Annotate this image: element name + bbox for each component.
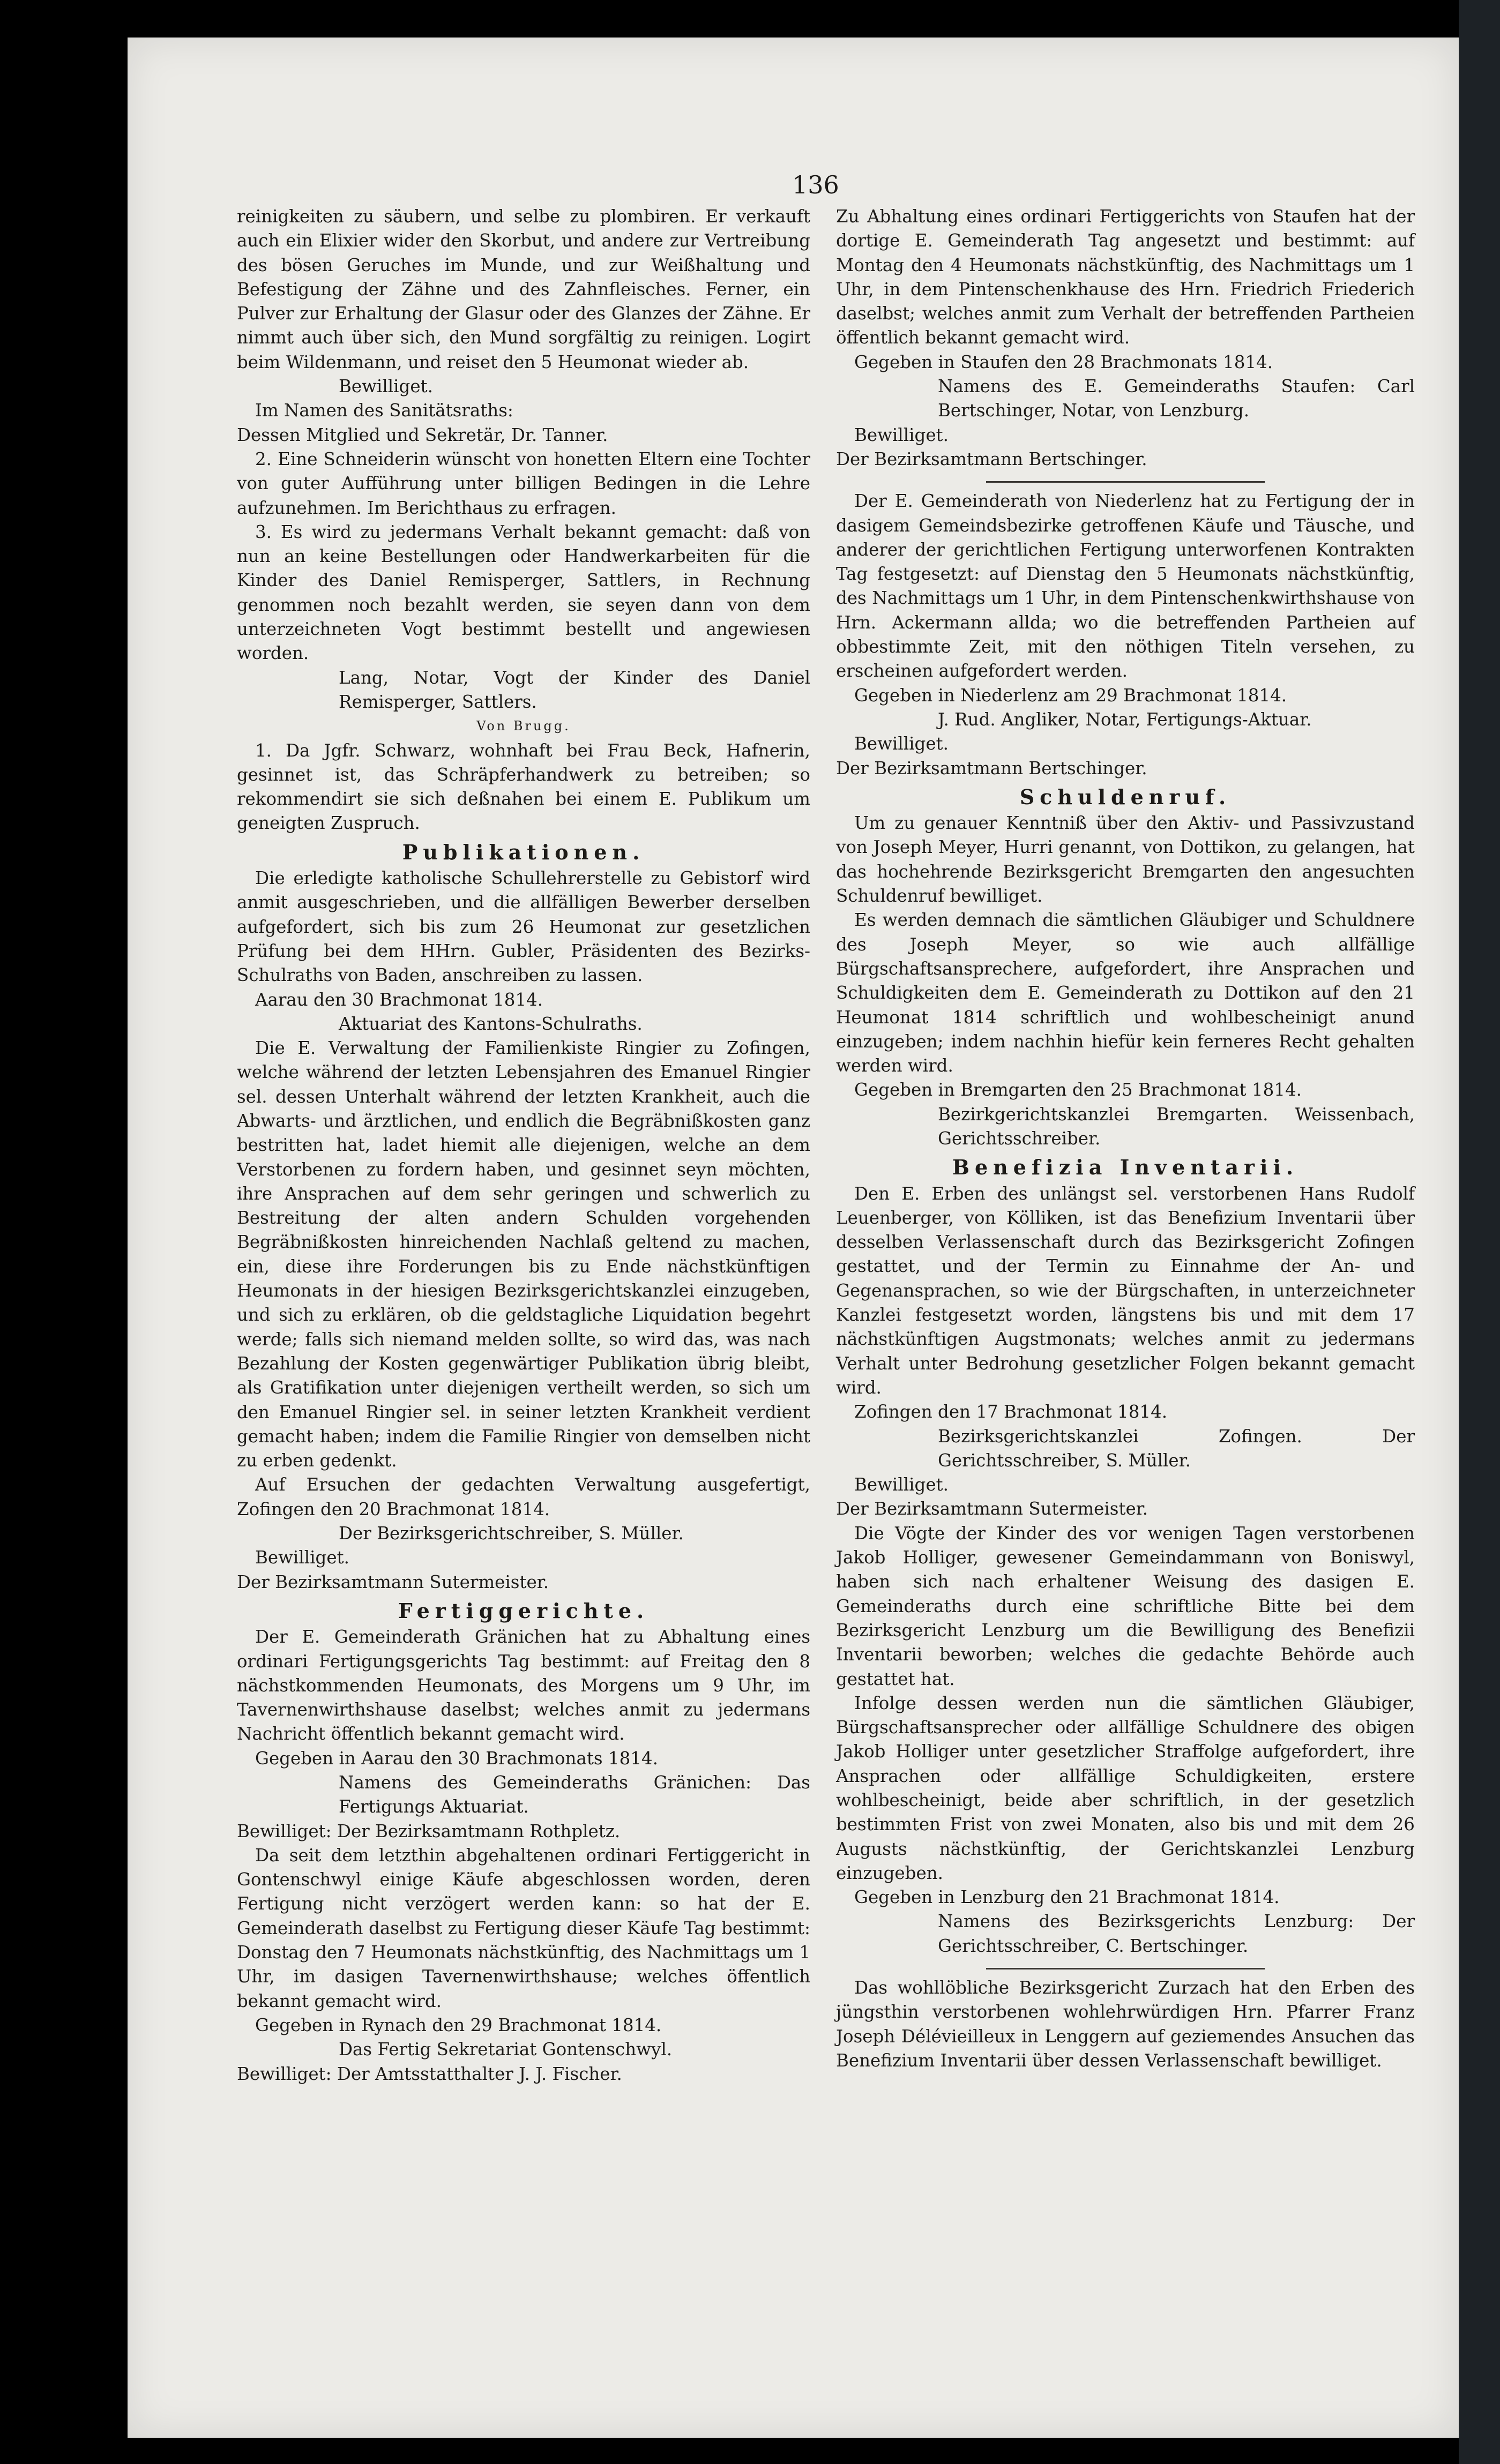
text-paragraph: Gegeben in Staufen den 28 Brachmonats 1814. [854, 351, 1273, 372]
text-paragraph: Gegeben in Aarau den 30 Brachmonats 1814. [255, 1748, 658, 1769]
divider [986, 481, 1265, 483]
scan-background-edge [1459, 0, 1500, 2464]
left-column [237, 205, 810, 2086]
text-paragraph: Auf Ersuchen der gedachten Verwaltung ausgefertigt, Zofingen den 20 Brachmonat 1814. [237, 1474, 810, 1519]
text-paragraph: Der E. Gemeinderath Gränichen hat zu Abhaltung eines ordinari Fertigungsgerichts Tag bestimmt: auf Freitag den 8 nächstkommenden Heumonats, des Morgens um 9 Uhr, im Tavernenwirthshause daselbst; welches anmit zu jedermans Nachricht öffentlich bekannt gemacht wird. [237, 1627, 810, 1744]
text-paragraph: Die E. Verwaltung der Familienkiste Ringier zu Zofingen, welche während der letzten Lebensjahren des Emanuel Ringier sel. dessen Unterhalt während der letzten Krankheit, auch die Abwarts- und ärztlichen, und endlich die Begräbnißkosten ganz bestritten hat, ladet hiemit alle diejenigen, welche an dem Verstorbenen zu fordern haben, und gesinnet seyn möchten, ihre Ansprachen auf dem sehr geringen und schwerlich zu Bestreitung der alten andern Schulden vorgehenden Begräbnißkosten hinreichenden Nachlaß geltend zu machen, ein, diese ihre Forderungen bis zu Ende nächstkünftigen Heumonats in der hiesigen Bezirksgerichtskanzlei einzugeben, und sich zu erklären, ob die geldstagliche Liquidation begehrt werde; falls sich niemand melden sollte, so wird das, was nach Bezahlung der Kosten gegenwärtiger Publikation übrig bleibt, als Gratifikation unter diejenigen vertheilt werden, so sich um den Emanuel Ringier sel. in seiner letzten Krankheit verdient gemacht haben; indem die Familie Ringier von demselben nicht zu erben gedenkt. [237, 1038, 810, 1471]
divider [986, 1968, 1265, 1969]
text-paragraph: Aktuariat des Kantons-Schulraths. [339, 1013, 643, 1034]
text-paragraph: 2. Eine Schneiderin wünscht von honetten Eltern eine Tochter von guter Aufführung unter billigen Bedingen in die Lehre aufzunehmen. Im Berichthaus zu erfragen. [237, 448, 810, 518]
text-paragraph: Der Bezirksgerichtschreiber, S. Müller. [339, 1523, 684, 1544]
text-paragraph: Gegeben in Lenzburg den 21 Brachmonat 1814. [854, 1887, 1280, 1908]
text-paragraph: Von Brugg. [476, 718, 571, 734]
right-column [836, 205, 1415, 2073]
section-heading: Benefizia Inventarii. [952, 1155, 1299, 1180]
text-paragraph: Namens des Bezirksgerichts Lenzburg: Der Gerichtsschreiber, C. Bertschinger. [938, 1911, 1415, 1956]
text-paragraph: Der Bezirksamtmann Bertschinger. [836, 758, 1147, 778]
text-paragraph: Namens des E. Gemeinderaths Staufen: Carl Bertschinger, Notar, von Lenzburg. [938, 376, 1415, 421]
section-heading: Schuldenruf. [1019, 784, 1232, 809]
text-paragraph: Der Bezirksamtmann Sutermeister. [836, 1499, 1148, 1519]
text-paragraph: Da seit dem letzthin abgehaltenen ordinari Fertiggericht in Gontenschwyl einige Käufe abgeschlossen worden, deren Fertigung nicht verzögert werden kann: so hat der E. Gemeinderath daselbst zu Fertigung dieser Käufe Tag bestimmt: Donstag den 7 Heumonats nächstkünftig, des Nachmittags um 1 Uhr, im dasigen Tavernenwirthshause; welches öffentlich bekannt gemacht wird. [237, 1845, 810, 2011]
text-paragraph: Bewilliget. [339, 376, 433, 397]
text-paragraph: 1. Da Jgfr. Schwarz, wohnhaft bei Frau Beck, Hafnerin, gesinnet ist, das Schräpferhandwerk zu betreiben; so rekommendirt sie sich deßnahen bei einem E. Publikum um geneigten Zuspruch. [237, 740, 810, 834]
text-paragraph: Das wohllöbliche Bezirksgericht Zurzach hat den Erben des jüngsthin verstorbenen wohlehrwürdigen Hrn. Pfarrer Franz Joseph Délévieilleux in Lenggern auf geziemendes Ansuchen das Benefizium Inventarii über dessen Verlassenschaft bewilliget. [836, 1978, 1415, 2071]
text-paragraph: Dessen Mitglied und Sekretär, Dr. Tanner. [237, 424, 608, 445]
text-paragraph: Bewilliget. [854, 424, 949, 445]
text-paragraph: 3. Es wird zu jedermans Verhalt bekannt gemacht: daß von nun an keine Bestellungen oder Handwerkarbeiten für die Kinder des Daniel Remisperger, Sattlers, in Rechnung genommen noch bezahlt werden, sie seyen dann von dem unterzeichneten Vogt bestimmt bestellt und angewiesen worden. [237, 521, 810, 664]
text-paragraph: Zu Abhaltung eines ordinari Fertiggerichts von Staufen hat der dortige E. Gemeinderath Tag angesetzt und bestimmt: auf Montag den 4 Heumonats nächstkünftig, des Nachmittags um 1 Uhr, in dem Pintenschenkhause des Hrn. Friedrich Friederich daselbst; welches anmit zum Verhalt der betreffenden Partheien öffentlich bekannt gemacht wird. [836, 206, 1415, 348]
text-paragraph: Zofingen den 17 Brachmonat 1814. [854, 1402, 1168, 1422]
text-paragraph: Im Namen des Sanitätsraths: [255, 400, 513, 421]
page-number: 136 [792, 170, 839, 199]
text-paragraph: Bewilliget. [854, 1474, 949, 1495]
text-paragraph: Aarau den 30 Brachmonat 1814. [255, 989, 543, 1010]
text-paragraph: Bezirksgerichtskanzlei Zofingen. Der Gerichtsschreiber, S. Müller. [938, 1426, 1415, 1471]
text-paragraph: Es werden demnach die sämtlichen Gläubiger und Schuldnere des Joseph Meyer, so wie auch allfällige Bürgschaftsansprechere, aufgefordert, ihre Ansprachen und Schuldigkeiten dem E. Gemeinderath zu Dottikon auf den 21 Heumonat 1814 schriftlich und wohlbescheinigt anund einzugeben; indem nachhin hiefür kein ferneres Recht gehalten werden wird. [836, 910, 1415, 1076]
text-paragraph: Die Vögte der Kinder des vor wenigen Tagen verstorbenen Jakob Holliger, gewesener Gemeindammann von Boniswyl, haben sich nach erhaltener Weisung des dasigen E. Gemeinderaths durch eine schriftliche Bitte bei dem Bezirksgericht Lenzburg um die Bewilligung des Benefizii Inventarii beworben; welches die gedachte Behörde auch gestattet hat. [836, 1523, 1415, 1689]
text-paragraph: Bewilliget: Der Amtsstatthalter J. J. Fischer. [237, 2063, 622, 2084]
text-paragraph: reinigkeiten zu säubern, und selbe zu plombiren. Er verkauft auch ein Elixier wider den Skorbut, und andere zur Vertreibung des bösen Geruches im Munde, und zur Weißhaltung und Befestigung der Zähne und des Zahnfleisches. Ferner, ein Pulver zur Erhaltung der Glasur oder des Glanzes der Zähne. Er nimmt auch über sich, den Mund sorgfältig zu reinigen. Logirt beim Wildenmann, und reiset den 5 Heumonat wieder ab. [237, 206, 810, 372]
text-paragraph: Der E. Gemeinderath von Niederlenz hat zu Fertigung der in dasigem Gemeindsbezirke getroffenen Käufe und Täusche, und anderer der gerichtlichen Fertigung unterworfenen Kontrakten Tag festgesetzt: auf Dienstag den 5 Heumonats nächstkünftig, des Nachmittags um 1 Uhr, in dem Pintenschenkwirthshause von Hrn. Ackermann allda; wo die betreffenden Partheien auf obbestimmte Zeit, mit den nöthigen Titeln versehen, zu erscheinen aufgefordert werden. [836, 491, 1415, 681]
text-paragraph: Infolge dessen werden nun die sämtlichen Gläubiger, Bürgschaftsansprecher oder allfällige Schuldnere des obigen Jakob Holliger unter gesetzlicher Straffolge aufgefordert, ihre Ansprachen oder allfällige Schuldigkeiten, erstere wohlbescheinigt, beide aber schriftlich, in der gesetzlich bestimmten Frist von zwei Monaten, also bis und mit dem 26 Augusts nächstkünftig, der Gerichtskanzlei Lenzburg einzugeben. [836, 1692, 1415, 1883]
text-paragraph: Der Bezirksamtmann Sutermeister. [237, 1571, 549, 1592]
text-paragraph: Lang, Notar, Vogt der Kinder des Daniel Remisperger, Sattlers. [339, 667, 810, 712]
text-paragraph: Der Bezirksamtmann Bertschinger. [836, 448, 1147, 469]
text-paragraph: Gegeben in Niederlenz am 29 Brachmonat 1814. [854, 685, 1287, 706]
text-paragraph: Gegeben in Rynach den 29 Brachmonat 1814. [255, 2014, 662, 2035]
section-heading: Publikationen. [402, 840, 645, 864]
text-paragraph: Bewilliget. [255, 1547, 349, 1568]
text-paragraph: Die erledigte katholische Schullehrerstelle zu Gebistorf wird anmit ausgeschrieben, und die allfälligen Bewerber derselben aufgefordert, sich bis zum 26 Heumonat zur gesetzlichen Prüfung bei dem HHrn. Gubler, Präsidenten des Bezirks-Schulraths von Baden, anschreiben zu lassen. [237, 868, 810, 986]
text-paragraph: Den E. Erben des unlängst sel. verstorbenen Hans Rudolf Leuenberger, von Kölliken, ist das Benefizium Inventarii über desselben Verlassenschaft durch das Bezirksgericht Zofingen gestattet, und der Termin zu Einnahme der An- und Gegenansprachen, so wie der Bürgschaften, in unterzeichneter Kanzlei festgesetzt worden, längstens bis und mit dem 17 nächstkünftigen Augstmonats; welches anmit zu jedermans Verhalt unter Bedrohung gesetzlicher Folgen bekannt gemacht wird. [836, 1183, 1415, 1398]
text-paragraph: Bewilliget. [854, 733, 949, 754]
section-heading: Fertiggerichte. [398, 1598, 650, 1623]
text-paragraph: Bewilliget: Der Bezirksamtmann Rothpletz. [237, 1821, 621, 1841]
text-paragraph: Gegeben in Bremgarten den 25 Brachmonat 1814. [854, 1080, 1302, 1100]
text-paragraph: Um zu genauer Kenntniß über den Aktiv- und Passivzustand von Joseph Meyer, Hurri genannt, von Dottikon, zu gelangen, hat das hochehrende Bezirksgericht Bremgarten den angesuchten Schuldenruf bewilliget. [836, 813, 1415, 907]
text-paragraph: Bezirkgerichtskanzlei Bremgarten. Weissenbach, Gerichtsschreiber. [938, 1104, 1415, 1149]
text-paragraph: Das Fertig Sekretariat Gontenschwyl. [339, 2039, 673, 2060]
text-paragraph: J. Rud. Angliker, Notar, Fertigungs-Aktuar. [938, 709, 1312, 730]
text-paragraph: Namens des Gemeinderaths Gränichen: Das Fertigungs Aktuariat. [339, 1772, 810, 1817]
